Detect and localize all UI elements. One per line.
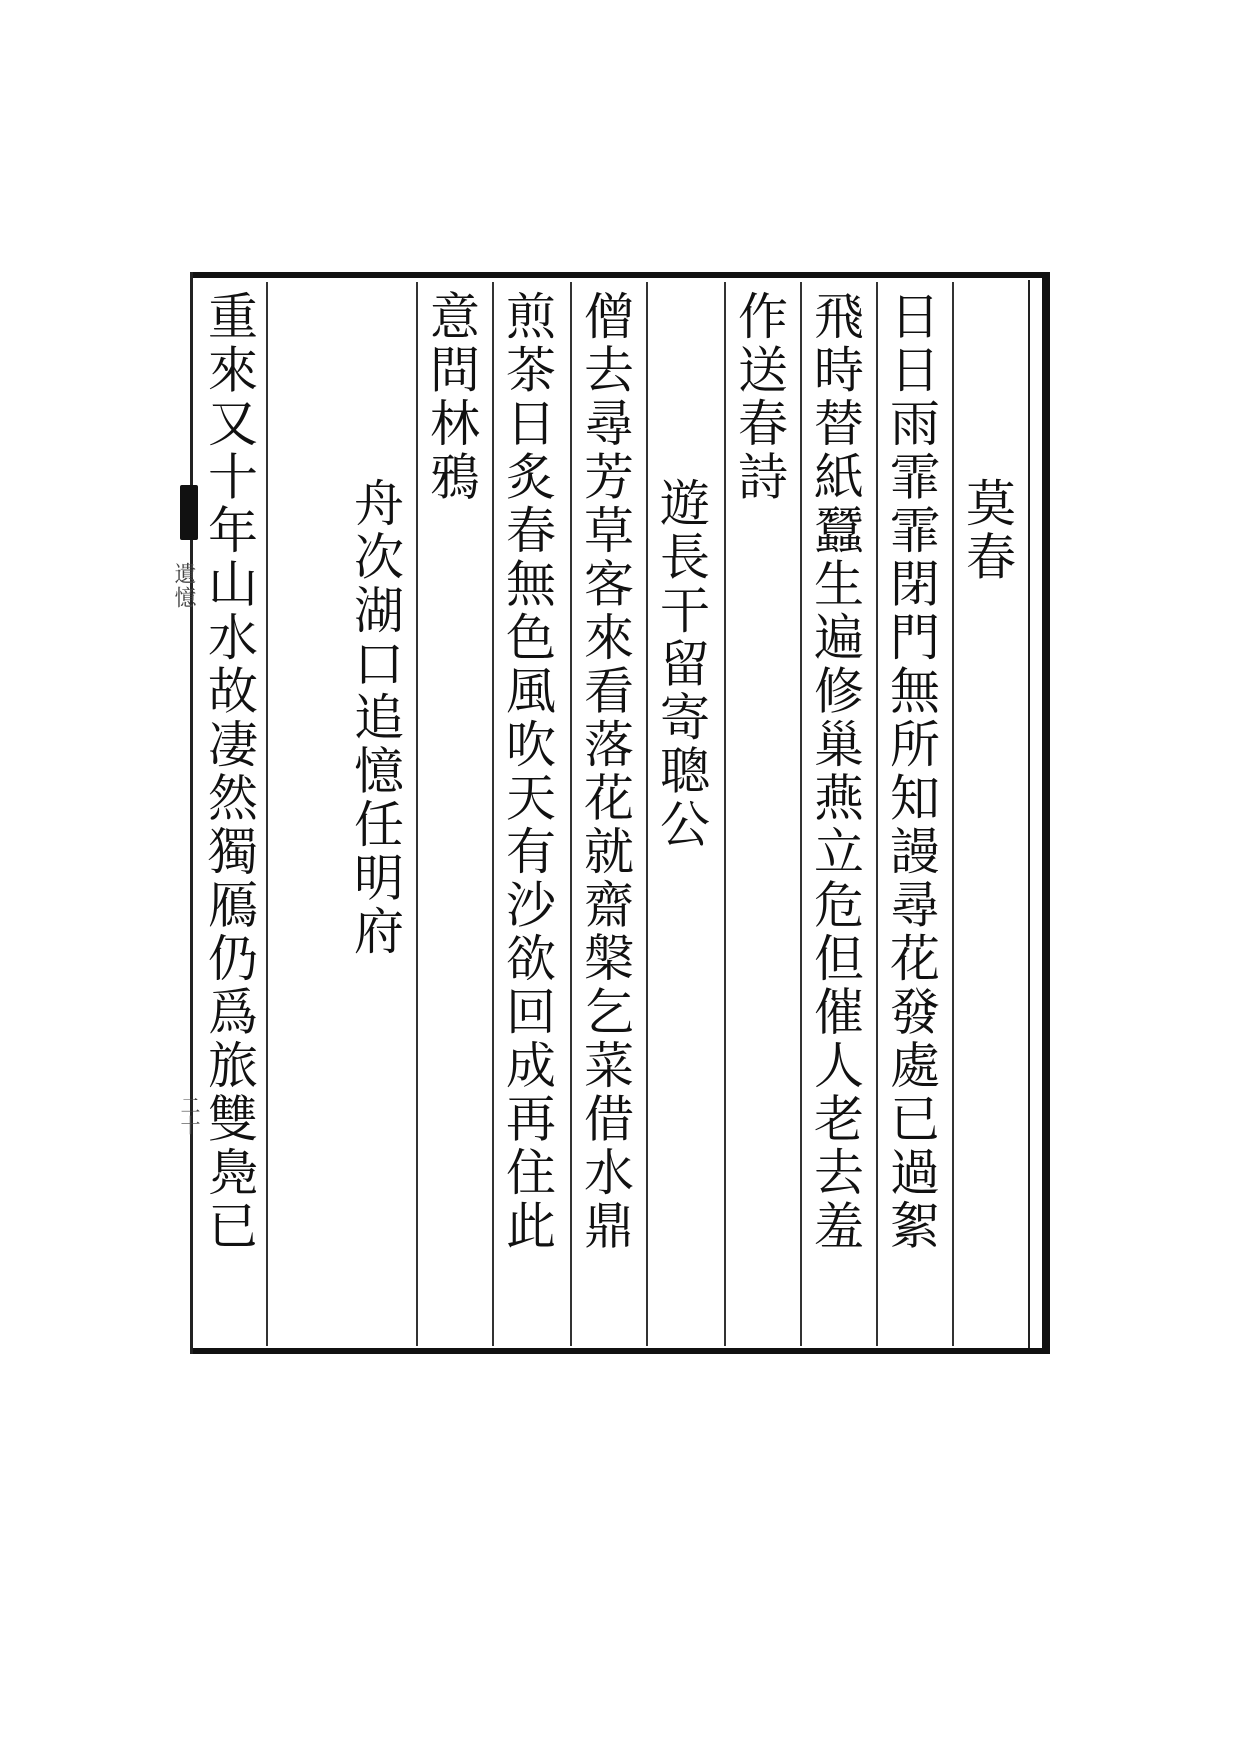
text-column-6: 煎茶日炙春無色風吹天有沙欲回成再住此 — [498, 290, 556, 1253]
border-left — [190, 272, 193, 1354]
text-column-7: 意問林鴉 — [422, 290, 480, 504]
column-rule — [570, 282, 572, 1346]
poem-title-mochun: 莫春 — [958, 477, 1016, 584]
column-rule — [876, 282, 878, 1346]
column-rule — [266, 282, 268, 1346]
fold-mark — [180, 485, 198, 540]
column-rule — [646, 282, 648, 1346]
column-rule — [952, 282, 954, 1346]
margin-label: 遺憶 — [171, 562, 196, 610]
column-rule — [492, 282, 494, 1346]
border-right — [1042, 272, 1050, 1354]
text-column-1: 日日雨霏霏閉門無所知謾尋花發處已過絮 — [882, 290, 940, 1253]
page-frame — [190, 272, 1050, 1354]
text-column-2: 飛時替紙蠶生遍修巢燕立危但催人老去羞 — [806, 290, 864, 1253]
column-rule — [724, 282, 726, 1346]
text-column-3: 作送春詩 — [730, 290, 788, 504]
poem-title-changgan: 遊長干留寄聰公 — [652, 477, 710, 852]
page-number: 二十 — [177, 1095, 201, 1135]
poem-title-hukou: 舟次湖口追憶任明府 — [346, 477, 404, 959]
text-column-5: 僧去尋芳草客來看落花就齋槃乞菜借水鼎 — [576, 290, 634, 1253]
border-bottom — [190, 1348, 1050, 1354]
column-rule — [800, 282, 802, 1346]
column-rule — [416, 282, 418, 1346]
border-top — [190, 272, 1050, 278]
border-right-inner — [1028, 280, 1030, 1348]
text-column-9: 重來又十年山水故凄然獨鴈仍爲旅雙鳧已 — [200, 290, 258, 1253]
